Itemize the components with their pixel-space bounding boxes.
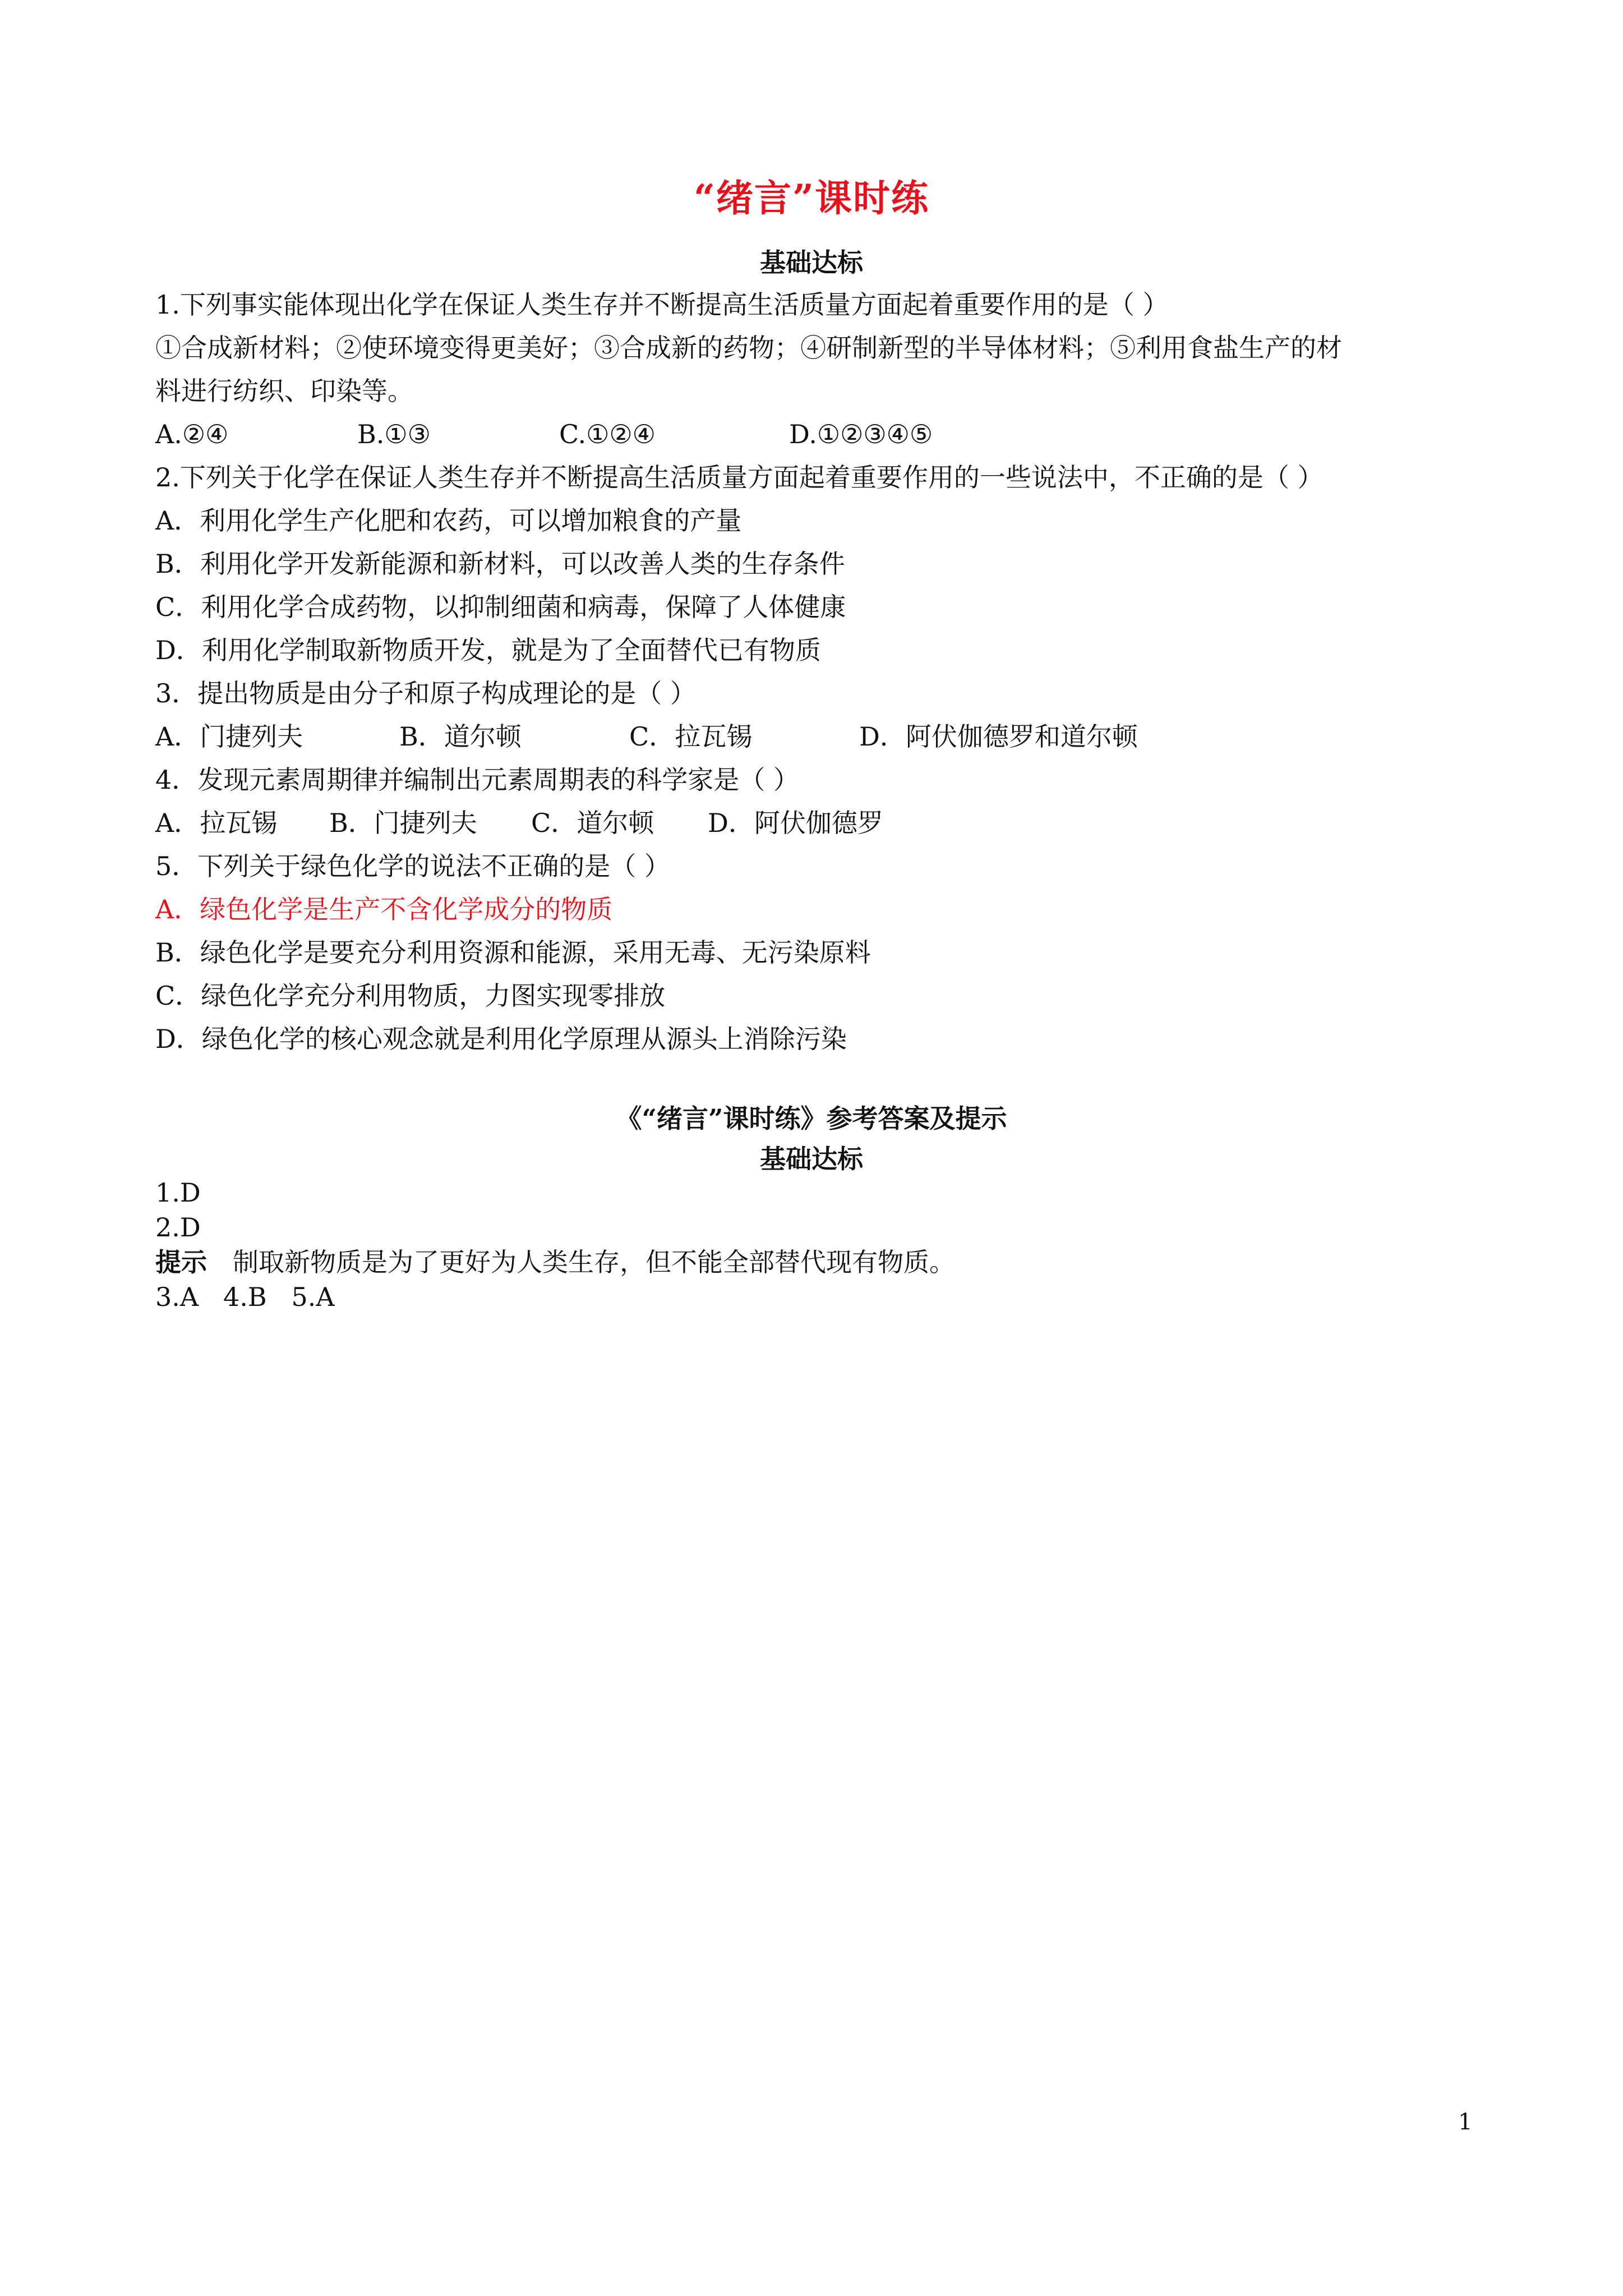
- q4-option-c: C．道尔顿: [531, 808, 654, 838]
- q2-option-b: B．利用化学开发新能源和新材料，可以改善人类的生存条件: [155, 549, 845, 579]
- answer-2: 2.D: [155, 1212, 201, 1243]
- answers-3-5: 3.A 4.B 5.A: [155, 1282, 335, 1312]
- hint-label: 提示: [155, 1247, 207, 1277]
- hint-text: 制取新物质是为了更好为人类生存，但不能全部替代现有物质。: [233, 1247, 955, 1277]
- section-heading: 基础达标: [760, 247, 863, 278]
- q3-option-a: A．门捷列夫: [155, 721, 303, 752]
- q3-option-c: C．拉瓦锡: [629, 721, 753, 752]
- q4-option-a: A．拉瓦锡: [155, 808, 278, 838]
- q5-stem: 5．下列关于绿色化学的说法不正确的是（ ）: [155, 851, 670, 881]
- q2-stem: 2.下列关于化学在保证人类生存并不断提高生活质量方面起着重要作用的一些说法中，不正确的是（ ）: [155, 462, 1324, 493]
- q2-option-d: D．利用化学制取新物质开发，就是为了全面替代已有物质: [155, 635, 821, 665]
- page-number: 1: [1458, 2109, 1473, 2135]
- q1-items-line1: ①合成新材料；②使环境变得更美好；③合成新的药物；④研制新型的半导体材料；⑤利用食盐生产的材: [155, 333, 1342, 363]
- hint-line: [155, 1245, 1479, 1280]
- q3-stem: 3．提出物质是由分子和原子构成理论的是（ ）: [155, 678, 696, 708]
- q3-options: [155, 715, 1479, 758]
- q3-option-d: D．阿伏伽德罗和道尔顿: [859, 721, 1138, 752]
- answers-title: 《“绪言”课时练》参考答案及提示: [616, 1103, 1007, 1134]
- q1-options: [155, 413, 1479, 456]
- answer-1: 1.D: [155, 1177, 201, 1208]
- q3-option-b: B．道尔顿: [399, 721, 522, 752]
- q5-option-b: B．绿色化学是要充分利用资源和能源，采用无毒、无污染原料: [155, 937, 871, 968]
- q5-option-c: C．绿色化学充分利用物质，力图实现零排放: [155, 981, 666, 1011]
- q1-option-c: C.①②④: [559, 419, 656, 449]
- q2-option-c: C．利用化学合成药物，以抑制细菌和病毒，保障了人体健康: [155, 592, 846, 622]
- q1-items-line2: 料进行纺织、印染等。: [155, 376, 413, 406]
- answers-section-heading: 基础达标: [760, 1144, 863, 1174]
- answers-block: [155, 1175, 1479, 1314]
- q4-options: [155, 802, 1479, 845]
- q1-option-b: B.①③: [357, 419, 431, 449]
- q5-option-d: D．绿色化学的核心观念就是利用化学原理从源头上消除污染: [155, 1024, 847, 1054]
- q1-option-a: A.②④: [155, 419, 229, 449]
- q4-option-d: D．阿伏伽德罗: [708, 808, 883, 838]
- q2-option-a: A．利用化学生产化肥和农药，可以增加粮食的产量: [155, 505, 742, 536]
- q5-option-a: A．绿色化学是生产不含化学成分的物质: [155, 894, 613, 924]
- questions-block: [155, 283, 1479, 1061]
- q4-stem: 4．发现元素周期律并编制出元素周期表的科学家是（ ）: [155, 765, 799, 795]
- q4-option-b: B．门捷列夫: [329, 808, 477, 838]
- document-title: “绪言”课时练: [694, 176, 929, 220]
- q1-stem: 1.下列事实能体现出化学在保证人类生存并不断提高生活质量方面起着重要作用的是（ ）: [155, 289, 1169, 320]
- q1-option-d: D.①②③④⑤: [789, 419, 933, 449]
